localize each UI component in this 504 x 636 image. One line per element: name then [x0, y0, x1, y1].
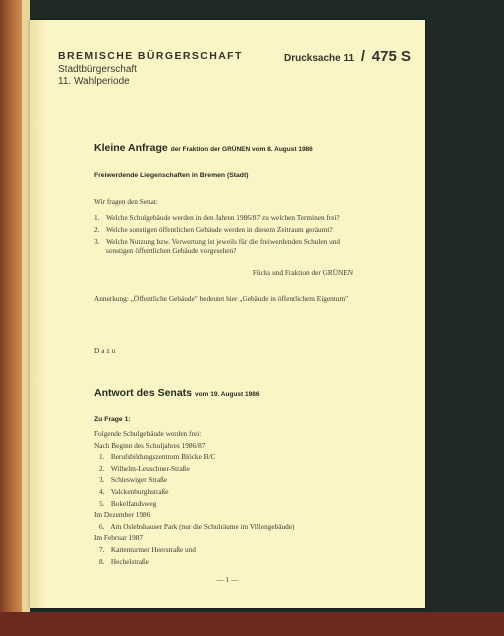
- question-text: Welche sonstigen öffentlichen Gebäude werden in diesem Zeitraum geräumt?: [106, 225, 333, 234]
- question-number: 2.: [94, 225, 100, 234]
- answer-line-number: 2.: [99, 463, 105, 473]
- question-item: [94, 213, 364, 222]
- question-list: [94, 213, 364, 258]
- answer-line-text: Folgende Schulgebäude werden frei:: [94, 429, 202, 438]
- answer-title: [94, 387, 259, 399]
- answer-line-number: 8.: [99, 556, 105, 566]
- answer-heading: Zu Frage 1:: [94, 416, 131, 423]
- question-text: Welche Nutzung bzw. Verwertung ist jeweils für die freiwerdenden Schulen und sonstigen öffentlichen Gebäude vorgesehen?: [106, 237, 341, 255]
- answer-line-text: Schleswiger Straße: [110, 475, 167, 485]
- answer-line: [94, 451, 374, 463]
- answer-line-number: 4.: [99, 486, 105, 496]
- drucksache-label: Drucksache 11: [284, 53, 355, 64]
- answer-line-number: 1.: [99, 452, 105, 462]
- question-title-suffix: der Fraktion der GRÜNEN vom 8. August 1986: [170, 146, 313, 153]
- question-number: 3.: [94, 237, 100, 246]
- answer-line-text: Wilhelm-Leuschner-Straße: [110, 463, 190, 473]
- legislative-period: 11. Wahlperiode: [58, 76, 130, 87]
- answer-line: [94, 532, 374, 544]
- answer-line: [94, 428, 374, 440]
- background-band: [0, 612, 504, 636]
- question-note: Annerkung: „Öffentliche Gebäude" bedeutet hier „Gebäude in öffentlichem Eigentum": [94, 294, 349, 303]
- question-text: Welche Schulgebäude werden in den Jahren 1986/87 zu welchen Terminen frei?: [106, 213, 340, 222]
- answer-line: [94, 486, 374, 498]
- answer-list: [94, 428, 374, 567]
- question-number: 1.: [94, 213, 100, 222]
- answer-line: [94, 509, 374, 521]
- page-shadow: [30, 20, 48, 608]
- answer-line-number: 5.: [99, 498, 105, 508]
- question-title-main: Kleine Anfrage: [94, 142, 168, 154]
- answer-line-text: Bokelfandsweg: [110, 498, 157, 508]
- answer-line-text: Berufsbildungszentrum Blöcke B/C: [110, 452, 216, 462]
- drucksache-number: 475 S: [371, 48, 411, 65]
- previous-page-edge: [22, 0, 30, 636]
- answer-line-number: 6.: [99, 521, 105, 531]
- answer-title-main: Antwort des Senats: [94, 387, 193, 399]
- question-intro: Wir fragen den Senat:: [94, 197, 158, 206]
- answer-line-text: Am Oslebshauser Park (nur die Schulräume im Villengebäude): [110, 521, 295, 531]
- answer-line: [94, 474, 374, 486]
- answer-line-text: Valckenburghstraße: [110, 486, 169, 496]
- document-page: [30, 20, 425, 608]
- question-item: [94, 225, 364, 234]
- answer-line-text: Im Februar 1987: [94, 533, 144, 543]
- answer-line: [94, 544, 374, 556]
- answer-line-number: 3.: [99, 475, 105, 485]
- answer-title-suffix: vom 19. August 1986: [195, 391, 260, 398]
- answer-line: [94, 463, 374, 475]
- answer-line-text: Im Dezember 1986: [94, 510, 151, 520]
- page-number: — 1 —: [216, 575, 239, 584]
- question-item: [94, 237, 364, 255]
- answer-line: [94, 556, 374, 568]
- question-subject: Freiwerdende Liegenschaften in Bremen (Stadt): [94, 172, 249, 179]
- answer-line: [94, 521, 374, 533]
- dazu-label: Dazu: [94, 346, 118, 355]
- document-number: [284, 48, 411, 65]
- answer-line: [94, 498, 374, 510]
- parliament-name: BREMISCHE BÜRGERSCHAFT: [58, 50, 243, 62]
- drucksache-separator: /: [360, 48, 366, 65]
- answer-line-number: 7.: [99, 544, 105, 554]
- answer-line-text: Nach Beginn des Schuljahres 1986/87: [94, 440, 206, 450]
- answer-line-text: Hechelstraße: [110, 556, 149, 566]
- answer-line-text: Kattenturmer Heerstraße und: [110, 544, 196, 554]
- chamber-name: Stadtbürgerschaft: [58, 64, 137, 75]
- question-title: [94, 142, 313, 154]
- question-signer: Fücks und Fraktion der GRÜNEN: [252, 268, 353, 277]
- answer-line: [94, 440, 374, 452]
